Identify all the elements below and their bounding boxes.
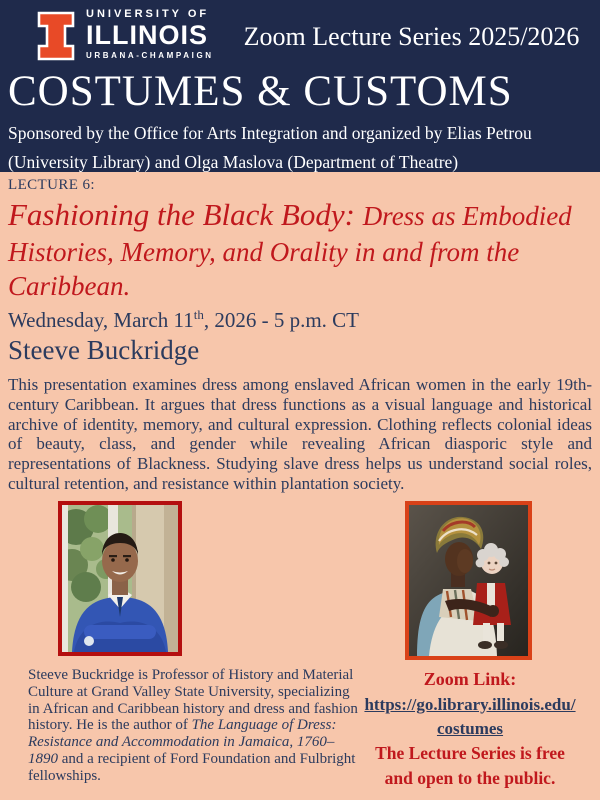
speaker-bio-part2: and a recipient of Ford Foundation and Fulbright fellowships. (28, 751, 356, 784)
historical-painting-photo (405, 501, 532, 660)
content-area (0, 172, 600, 791)
lecture-date-ordinal: th (193, 306, 204, 322)
lecture-datetime (8, 307, 592, 333)
logo-row (8, 8, 592, 66)
illinois-block-i-logo (36, 10, 76, 67)
speaker-bio-book-title: The Language of Dress: Resistance and Accommodation in Jamaica, 1760–1890 (28, 717, 337, 767)
speaker-bio (28, 667, 358, 791)
free-admission-note (362, 741, 578, 791)
zoom-link-url[interactable]: https://go.library.illinois.edu/costumes (364, 694, 576, 738)
speaker-name: Steeve Buckridge (8, 334, 200, 365)
university-wordmark-line2: ILLINOIS (86, 20, 208, 51)
speaker-photo (58, 501, 182, 656)
free-admission-note-line2: and open to the public. (384, 768, 556, 789)
header-banner (0, 0, 600, 172)
speaker-bio-part1: Steeve Buckridge is Professor of History and Material Culture at Grand Valley State University, specializing in African and Caribbean history and dress and fashion history. He is the author of (28, 667, 358, 734)
lecture-abstract: This presentation examines dress among enslaved African women in the early 19th-century Caribbean. It argues that dress functions as a visual language and historical archive of identity, memory, and cultural expression. Clothing reflects colonial ideas of beauty, class, and gender while revealing African diasporic style and representations of Blackness. Studying slave dress helps us understand social roles, cultural retention, and resistance within plantation society. (8, 374, 592, 494)
poster-title: COSTUMES & CUSTOMS (8, 68, 513, 115)
bottom-row (8, 667, 592, 791)
university-wordmark-line3: URBANA-CHAMPAIGN (86, 50, 214, 60)
zoom-link-label: Zoom Link: (423, 669, 517, 690)
sponsor-text-line2: (University Library) and Olga Maslova (Department of Theatre) (8, 151, 459, 172)
photos-row (8, 501, 592, 660)
series-title: Zoom Lecture Series 2025/2026 (243, 22, 580, 51)
sponsor-text (8, 119, 592, 176)
university-wordmark-line1: UNIVERSITY OF (86, 8, 210, 20)
zoom-link-block (358, 667, 582, 791)
lecture-date-part1: Wednesday, March 11 (8, 307, 194, 332)
lecture-title (8, 195, 592, 304)
lecture-title-main: Fashioning the Black Body: (8, 197, 363, 232)
lecture-number-label: LECTURE 6: (8, 177, 95, 193)
university-wordmark (86, 8, 214, 61)
free-admission-note-line1: The Lecture Series is free (375, 743, 565, 764)
lecture-title-sub: Dress as Embodied Histories, Memory, and Orality in and from the Caribbean. (8, 201, 572, 302)
lecture-date-part2: , 2026 - 5 p.m. CT (203, 307, 359, 332)
sponsor-text-line1: Sponsored by the Office for Arts Integration and organized by Elias Petrou (8, 123, 532, 143)
